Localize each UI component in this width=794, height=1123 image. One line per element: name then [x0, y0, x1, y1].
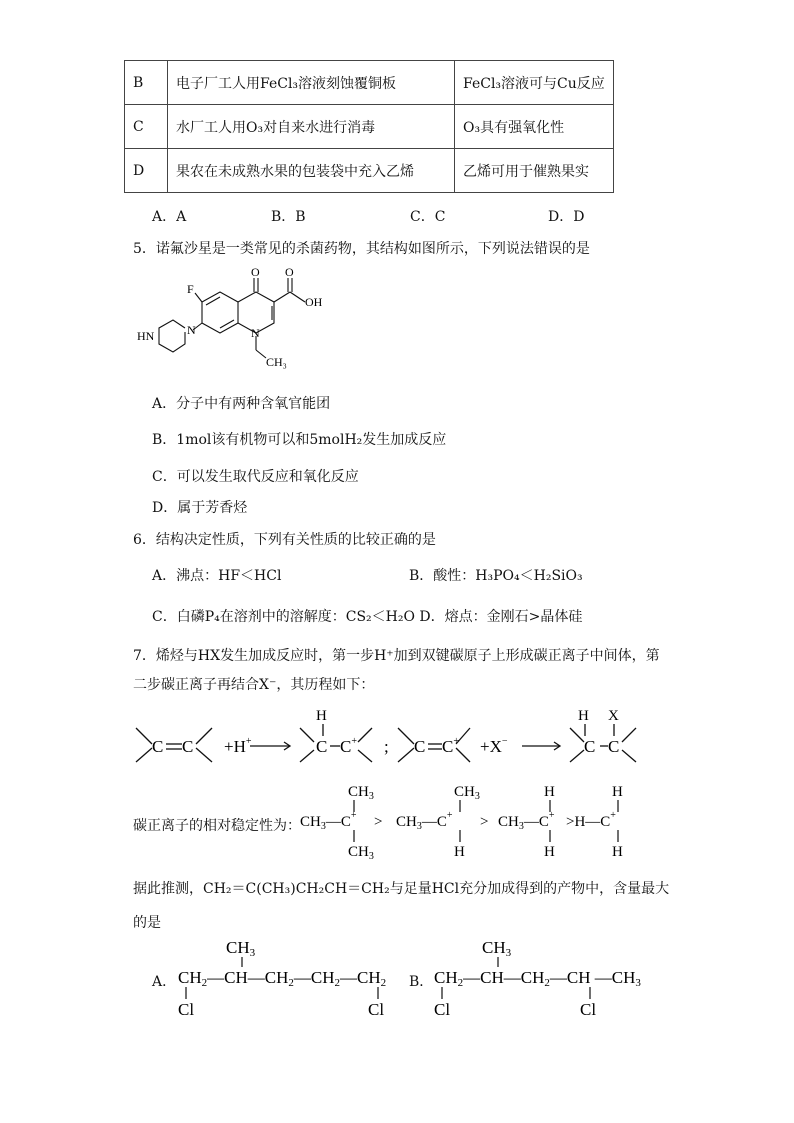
svg-text:C: C [608, 737, 620, 756]
q7-option-b-structure[interactable] [432, 935, 662, 1020]
svg-text:CH3: $CH_3$ [348, 784, 374, 802]
svg-text:X: X [608, 708, 619, 724]
q5-option-d[interactable]: D．属于芳香烃 [152, 500, 248, 516]
q7-stem-line1: 7．烯烃与HX发生加成反应时，第一步H⁺加到双键碳原子上形成碳正离子中间体，第 [133, 648, 660, 664]
svg-text:H: H [544, 844, 555, 860]
q5-option-b[interactable]: B．1mol该有机物可以和5molH₂发生加成反应 [152, 432, 447, 448]
svg-text:CH3—C+: $CH_3—C^+$ [300, 810, 357, 832]
row-reason: O₃具有强氧化性 [455, 105, 614, 149]
svg-text:CH2—CH—CH2—CH —CH3: CH2—CH—CH2—CH —CH3 [434, 968, 641, 989]
stability-label: 碳正离子的相对稳定性为： [133, 818, 301, 834]
table-row [125, 105, 614, 149]
norfloxacin-structure [135, 268, 335, 378]
q7-option-a-label[interactable]: A． [152, 974, 177, 990]
svg-text:+H+: +H+ [224, 736, 252, 756]
label-n1: N [251, 326, 260, 340]
row-practice: 电子厂工人用FeCl₃溶液刻蚀覆铜板 [168, 61, 455, 105]
q5-option-a[interactable]: A．分子中有两种含氧官能团 [152, 396, 331, 412]
q7-option-b-label[interactable]: B． [409, 974, 434, 990]
svg-text:Cl: Cl [580, 1000, 597, 1019]
label-f: F [187, 282, 194, 296]
q6-stem: 6．结构决定性质，下列有关性质的比较正确的是 [133, 532, 436, 548]
q7-infer-line1: 据此推测，CH₂＝C(CH₃)CH₂CH＝CH₂与足量HCl充分加成得到的产物中，含量最大 [133, 881, 670, 897]
row-key: B [125, 61, 168, 105]
svg-text:H: H [578, 708, 589, 724]
q5-option-c[interactable]: C．可以发生取代反应和氧化反应 [152, 469, 359, 485]
svg-text:>H—C+: >H—C+ [566, 810, 616, 830]
svg-text:CH2—CH—CH2—CH2—CH2: CH2—CH—CH2—CH2—CH2 [178, 968, 387, 989]
q6-option-b[interactable]: B．酸性：H₃PO₄＜H₂SiO₃ [409, 568, 583, 584]
svg-text:C: C [414, 737, 426, 756]
svg-text:C: C [182, 737, 194, 756]
svg-text:;: ; [384, 737, 389, 756]
q7-infer-line2: 的是 [133, 915, 161, 931]
svg-text:+X−: +X− [480, 736, 508, 756]
q4-table [124, 60, 614, 193]
label-o: O [251, 268, 260, 279]
svg-text:CH3: CH3 [226, 938, 256, 959]
svg-text:H: H [316, 708, 327, 724]
svg-text:C: C [152, 737, 164, 756]
table-row [125, 61, 614, 105]
svg-text:Cl: Cl [178, 1000, 195, 1019]
carbocation-stability-scheme [300, 780, 640, 860]
q4-choice-b[interactable]: B．B [271, 209, 306, 225]
label-ch3: CH₃ [266, 355, 287, 369]
svg-text:H: H [612, 784, 623, 800]
svg-text:>: > [480, 814, 489, 830]
label-oh: OH [305, 295, 323, 309]
svg-text:C+: C+ [340, 736, 357, 756]
row-practice: 果农在未成熟水果的包装袋中充入乙烯 [168, 149, 455, 193]
svg-text:CH3: CH3 [482, 938, 512, 959]
q7-stem-line2: 二步碳正离子再结合X⁻，其历程如下： [133, 677, 375, 693]
svg-text:H: H [544, 784, 555, 800]
svg-text:CH3: $CH_3$ [454, 784, 480, 802]
q6-option-cd[interactable]: C．白磷P₄在溶剂中的溶解度：CS₂＜H₂O D．熔点：金刚石>晶体硅 [152, 609, 583, 625]
mechanism-scheme [130, 700, 670, 776]
table-row [125, 149, 614, 193]
svg-text:Cl: Cl [368, 1000, 385, 1019]
q6-option-a[interactable]: A．沸点：HF＜HCl [152, 568, 282, 584]
row-key: C [125, 105, 168, 149]
row-reason: 乙烯可用于催熟果实 [455, 149, 614, 193]
q7-option-a-structure[interactable] [176, 935, 406, 1020]
label-n2: N [187, 323, 196, 337]
svg-text:Cl: Cl [434, 1000, 451, 1019]
svg-text:CH3—C+: $CH_3—C^+$ [498, 810, 555, 832]
svg-text:H: H [612, 844, 623, 860]
label-o2: O [285, 268, 294, 279]
svg-text:C: C [316, 737, 328, 756]
row-reason: FeCl₃溶液可与Cu反应 [455, 61, 614, 105]
svg-text:C: C [584, 737, 596, 756]
row-key: D [125, 149, 168, 193]
label-hn: HN [137, 329, 155, 343]
row-practice: 水厂工人用O₃对自来水进行消毒 [168, 105, 455, 149]
q5-stem: 5．诺氟沙星是一类常见的杀菌药物，其结构如图所示，下列说法错误的是 [133, 241, 590, 257]
q4-choice-d[interactable]: D．D [548, 209, 585, 225]
svg-text:CH3: $CH_3$ [348, 844, 374, 860]
svg-text:>: > [374, 814, 383, 830]
svg-text:C+: C+ [442, 736, 459, 756]
svg-text:CH3—C+: $CH_3—C^+$ [396, 810, 453, 832]
q4-choice-c[interactable]: C．C [410, 209, 446, 225]
svg-text:H: H [454, 844, 465, 860]
q4-choice-a[interactable]: A．A [152, 209, 187, 225]
